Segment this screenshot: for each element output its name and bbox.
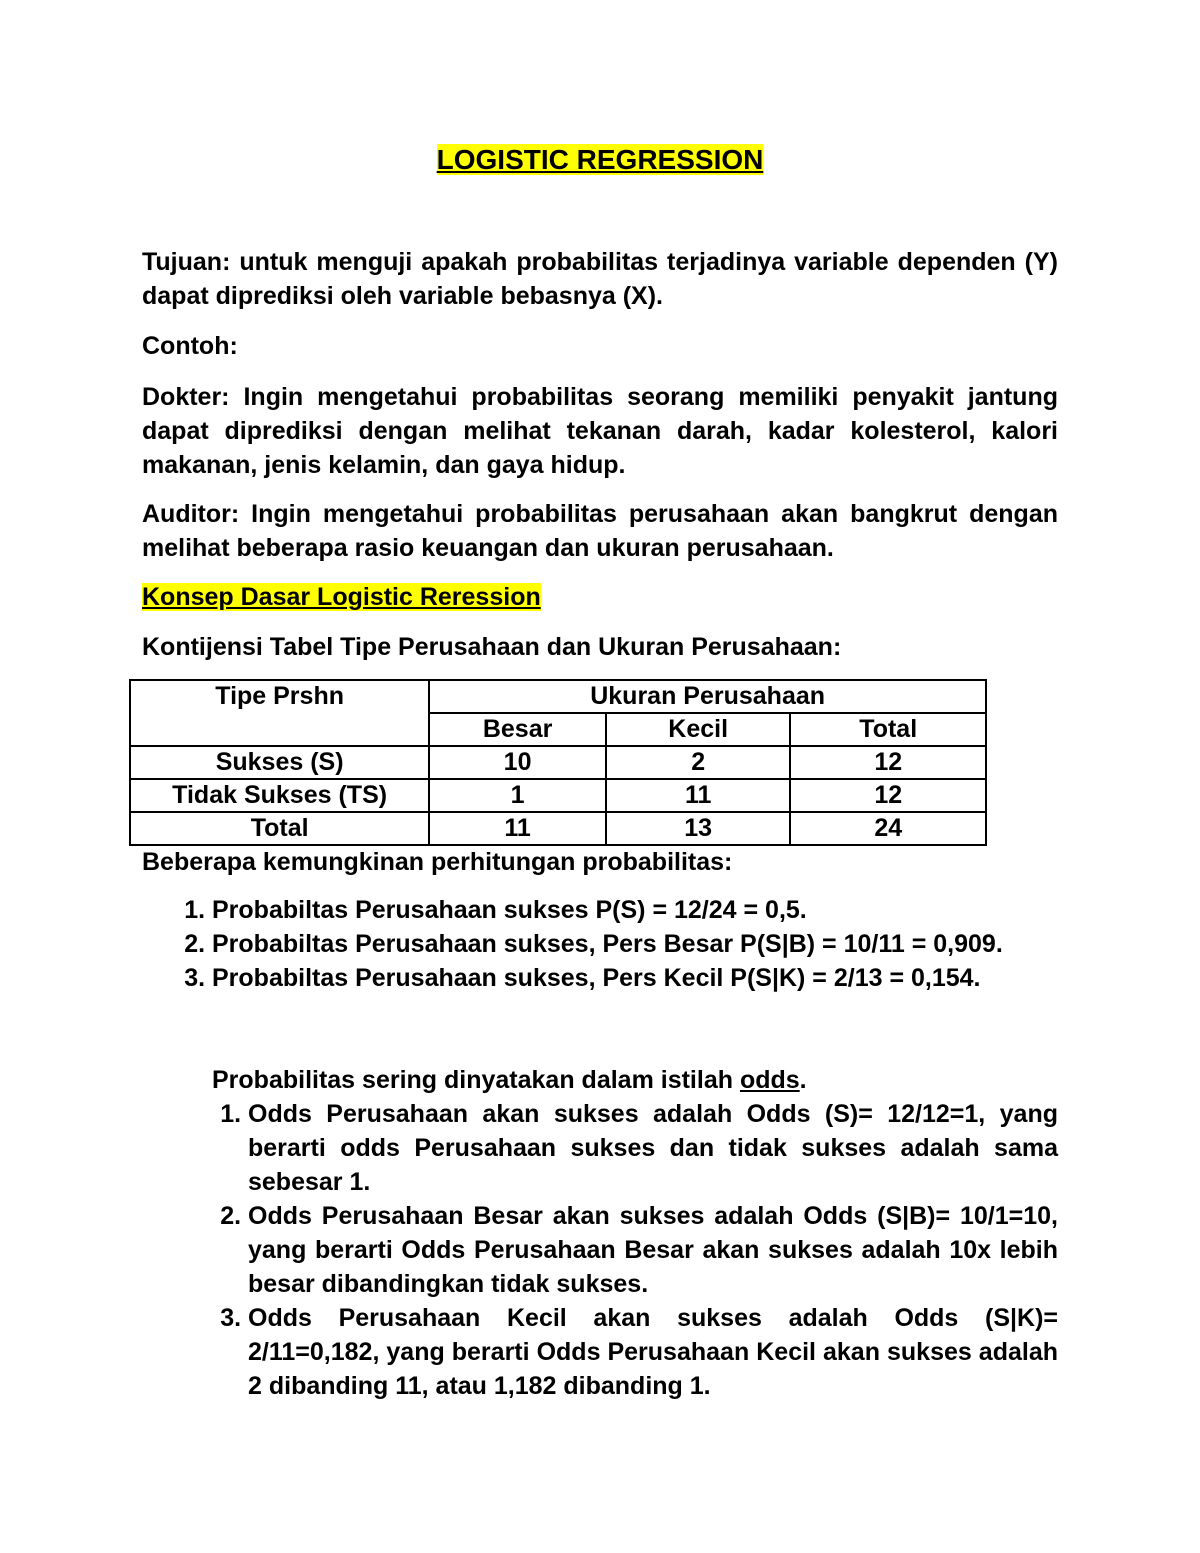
row-label: Total [130,812,429,845]
table-group-header: Ukuran Perusahaan [429,680,986,713]
konsep-heading [142,580,541,614]
table-cell: 13 [606,812,791,845]
table-header-row [130,680,986,713]
dokter-paragraph: Dokter: Ingin mengetahui probabilitas seorang memiliki penyakit jantung dapat diprediksi dengan melihat tekanan darah, kadar kolesterol, kalori makanan, jenis kelamin, dan gaya hidup. [142,383,1058,479]
row-label: Sukses (S) [130,746,429,779]
table-row [130,746,986,779]
odds-list [142,1097,1058,1403]
list-item: 2. Probabiltas Perusahaan sukses, Pers Besar P(S|B) = 10/11 = 0,909. [212,927,1058,961]
table-corner-header: Tipe Prshn [130,680,429,746]
column-header: Kecil [606,713,791,746]
tujuan-paragraph: Tujuan: untuk menguji apakah probabilitas terjadinya variable dependen (Y) dapat diprediksi oleh variable bebasnya (X). [142,248,1058,310]
table-cell: 1 [429,779,606,812]
odds-intro-prefix: Probabilitas sering dinyatakan dalam istilah [212,1066,740,1094]
list-item: 3. Odds Perusahaan Kecil akan sukses adalah Odds (S|K)= 2/11=0,182, yang berarti Odds Perusahaan Kecil akan sukses adalah 2 dibanding 11, atau 1,182 dibanding 1. [248,1301,1058,1403]
odds-intro-suffix: . [799,1066,807,1094]
odds-intro [212,1063,807,1097]
column-header: Total [790,713,986,746]
table-row [130,812,986,845]
row-label: Tidak Sukses (TS) [130,779,429,812]
table-caption: Kontijensi Tabel Tipe Perusahaan dan Ukuran Perusahaan: [142,633,842,661]
table-cell: 11 [429,812,606,845]
probability-intro: Beberapa kemungkinan perhitungan probabilitas: [142,848,733,876]
table-cell: 2 [606,746,791,779]
table-cell: 12 [790,746,986,779]
document-title [142,142,1058,178]
list-item: 2. Odds Perusahaan Besar akan sukses adalah Odds (S|B)= 10/1=10, yang berarti Odds Perusahaan Besar akan sukses adalah 10x lebih besar dibandingkan tidak sukses. [248,1199,1058,1301]
contingency-table [129,679,987,846]
table-cell: 10 [429,746,606,779]
table-cell: 12 [790,779,986,812]
list-item: 1. Odds Perusahaan akan sukses adalah Odds (S)= 12/12=1, yang berarti odds Perusahaan sukses dan tidak sukses adalah sama sebesar 1. [248,1097,1058,1199]
column-header: Besar [429,713,606,746]
table-cell: 24 [790,812,986,845]
odds-term: odds [739,1066,800,1094]
table-cell: 11 [606,779,791,812]
probability-list [142,893,1058,995]
list-item: 1. Probabiltas Perusahaan sukses P(S) = 12/24 = 0,5. [212,893,1058,927]
list-item: 3. Probabiltas Perusahaan sukses, Pers Kecil P(S|K) = 2/13 = 0,154. [212,961,1058,995]
contoh-label: Contoh: [142,332,238,360]
title-text: LOGISTIC REGRESSION [436,144,764,175]
table-row [130,779,986,812]
auditor-paragraph: Auditor: Ingin mengetahui probabilitas perusahaan akan bangkrut dengan melihat beberapa rasio keuangan dan ukuran perusahaan. [142,500,1058,562]
konsep-heading-text: Konsep Dasar Logistic Reression [142,583,541,611]
